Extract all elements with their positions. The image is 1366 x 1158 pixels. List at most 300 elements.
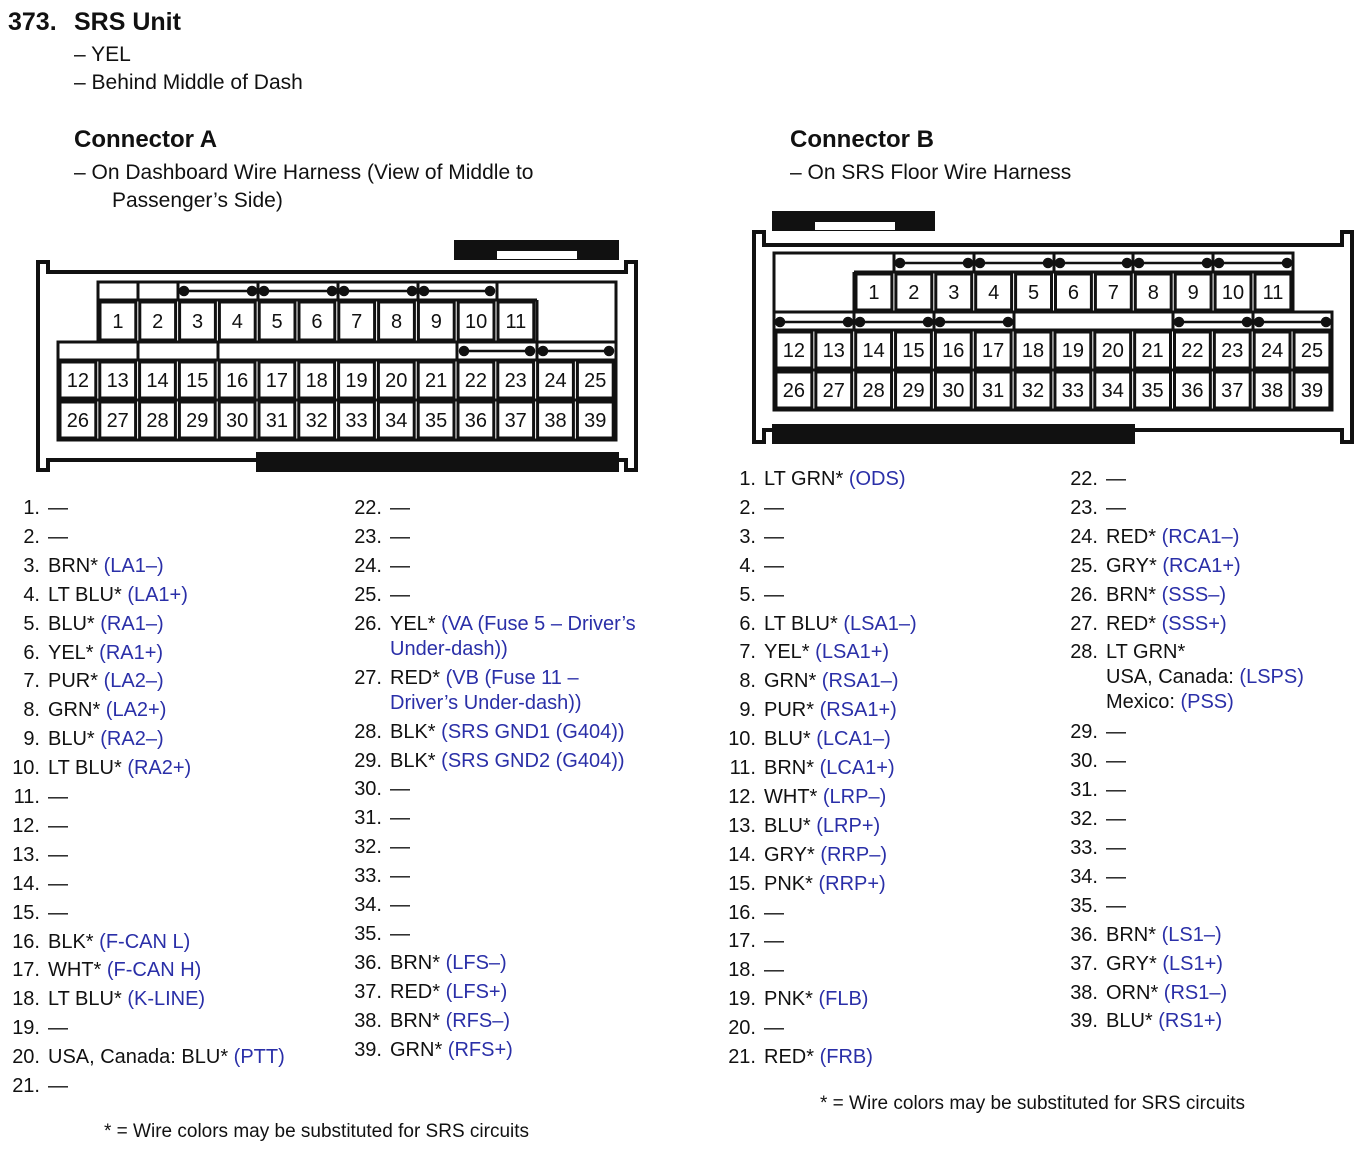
pin-number: 25. — [1070, 554, 1098, 577]
connector-b-pin-26 — [776, 372, 812, 408]
wire-color: YEL* — [390, 612, 436, 635]
wire-color: — — [390, 807, 410, 830]
wire-color: — — [764, 901, 784, 924]
pin-description — [1106, 776, 1126, 805]
connector-b-pin-12 — [776, 332, 812, 368]
pin-number: 36. — [1070, 923, 1098, 946]
pin-number: 9. — [23, 728, 40, 751]
pin-number: 5. — [739, 583, 756, 606]
pin-number: 29. — [354, 749, 382, 772]
connector-b-pin-29 — [896, 372, 932, 408]
pin-description — [764, 610, 917, 639]
wire-color: — — [48, 814, 68, 837]
connector-b-pin-20 — [1095, 332, 1131, 368]
wire-color: BLU* — [48, 728, 95, 751]
connector-b-pin-14 — [856, 332, 892, 368]
circuit-name: (LS1+) — [1162, 952, 1223, 975]
pin-number: 34. — [1070, 865, 1098, 888]
circuit-name: (RS1+) — [1158, 1010, 1223, 1033]
wire-color: — — [1106, 865, 1126, 888]
svg-text:39: 39 — [584, 410, 607, 432]
wire-color: LT BLU* — [48, 583, 122, 606]
pin-description — [764, 1043, 873, 1072]
pin-number: 4. — [23, 583, 40, 606]
connector-b-pin-16 — [935, 332, 971, 368]
pin-number: 35. — [354, 922, 382, 945]
wire-color: — — [390, 583, 410, 606]
pin-number: 31. — [354, 807, 382, 830]
circuit-name: (FRB) — [819, 1046, 873, 1068]
svg-text:8: 8 — [390, 311, 403, 333]
pin-number: 6. — [739, 612, 756, 635]
wire-color: — — [48, 497, 68, 519]
pin-number: 2. — [739, 496, 756, 519]
wire-color: PUR* — [48, 670, 99, 693]
pin-number: 38. — [354, 1009, 382, 1032]
connector-b-jumper-top-4 — [1135, 259, 1211, 267]
svg-text:5: 5 — [1027, 282, 1040, 304]
pin-number: 24. — [1070, 525, 1098, 548]
svg-text:29: 29 — [186, 410, 209, 432]
svg-text:24: 24 — [1261, 340, 1284, 362]
connector-a-footnote: * = Wire colors may be substituted for SRS circuits — [104, 1121, 530, 1142]
connector-b-pin-11 — [1255, 274, 1291, 310]
svg-text:4: 4 — [988, 282, 1000, 304]
connector-b-pin-31 — [975, 372, 1011, 408]
svg-text:21: 21 — [424, 370, 448, 392]
pin-description — [1106, 523, 1239, 552]
wire-color: — — [764, 1017, 784, 1040]
pin-description — [48, 1072, 68, 1101]
pin-description — [764, 465, 906, 494]
pin-description — [48, 985, 205, 1014]
circuit-name: (LSPS) — [1239, 666, 1304, 689]
pin-description — [48, 1014, 68, 1043]
connector-b-pin-5 — [1016, 274, 1052, 310]
svg-text:6: 6 — [1067, 282, 1080, 304]
circuit-name: (PSS) — [1180, 691, 1234, 714]
pin-number: 33. — [1070, 837, 1098, 859]
svg-text:28: 28 — [146, 410, 169, 432]
pin-description — [764, 725, 891, 754]
pin-number: 25. — [354, 583, 382, 606]
wire-color: RED* — [1106, 525, 1157, 548]
circuit-name: (LS1–) — [1161, 923, 1222, 946]
pin-number: 34. — [354, 894, 382, 916]
pin-description — [1106, 979, 1227, 1008]
svg-text:18: 18 — [305, 370, 328, 392]
pin-description — [1106, 1007, 1222, 1036]
pin-number: 30. — [1070, 750, 1098, 773]
pin-number: 23. — [354, 525, 382, 548]
wire-color: — — [48, 1075, 68, 1097]
pin-number: 19. — [12, 1017, 40, 1040]
connector-b-jumper-mid-2 — [856, 318, 932, 326]
svg-text:4: 4 — [231, 311, 243, 333]
pin-description — [390, 775, 410, 804]
pin-description — [764, 870, 886, 899]
svg-text:9: 9 — [1187, 282, 1199, 304]
pin-number: 7. — [23, 670, 40, 693]
pin-number: 19. — [728, 988, 756, 1011]
pin-number: 9. — [739, 699, 756, 722]
pin-description — [1106, 863, 1126, 892]
pin-number: 36. — [354, 951, 382, 974]
pin-number: 11. — [729, 757, 756, 779]
circuit-name: (FLB) — [818, 988, 869, 1011]
pin-number: 2. — [23, 525, 40, 548]
connector-b-pin-4 — [976, 274, 1012, 310]
svg-text:34: 34 — [1101, 380, 1124, 402]
circuit-name: (LRP+) — [816, 814, 881, 837]
connector-b-pin-1 — [856, 274, 892, 310]
connector-b-pin-22 — [1175, 332, 1211, 368]
pin-number: 14. — [12, 872, 40, 895]
pin-number: 21. — [12, 1075, 40, 1097]
connector-a-location-line1: – On Dashboard Wire Harness (View of Middle to — [74, 161, 534, 184]
connector-b-jumper-top-1 — [896, 259, 972, 267]
connector-b-pin-36 — [1175, 372, 1211, 408]
pin-description — [764, 956, 784, 985]
wire-color: BLU* — [48, 612, 95, 635]
wire-color: — — [1106, 468, 1126, 490]
pin-description — [764, 985, 868, 1014]
wire-color: LT GRN* — [1106, 641, 1186, 664]
component-number: 373. — [8, 8, 57, 36]
wire-color: — — [48, 843, 68, 866]
svg-text:31: 31 — [982, 380, 1005, 402]
circuit-name: (LA1+) — [127, 583, 188, 606]
svg-text:12: 12 — [66, 370, 90, 392]
circuit-name: (LFS+) — [445, 980, 508, 1003]
pin-description — [390, 862, 410, 891]
connector-b-pin-24 — [1254, 332, 1290, 368]
svg-text:30: 30 — [942, 380, 965, 402]
connector-b-pin-23 — [1214, 332, 1250, 368]
svg-text:35: 35 — [1141, 380, 1164, 402]
pin-number: 16. — [728, 901, 756, 924]
pin-number: 39. — [1070, 1010, 1098, 1033]
circuit-name: (LA2+) — [105, 699, 167, 722]
pin-description — [1106, 834, 1126, 863]
svg-text:33: 33 — [1061, 380, 1084, 402]
circuit-name-continued: Driver’s Under-dash)) — [390, 691, 582, 714]
pin-description — [390, 833, 410, 862]
circuit-name: (SRS GND2 (G404)) — [441, 749, 625, 772]
pin-number: 18. — [728, 959, 756, 982]
svg-text:24: 24 — [544, 370, 567, 392]
wire-color: — — [764, 554, 784, 577]
svg-text:11: 11 — [1262, 282, 1284, 304]
pin-description — [48, 956, 201, 985]
pin-description — [764, 1014, 784, 1043]
pin-description — [48, 725, 164, 754]
connector-b-pin-35 — [1135, 372, 1171, 408]
pin-description — [764, 927, 784, 956]
connector-b-location: – On SRS Floor Wire Harness — [790, 161, 1072, 184]
pin-number: 29. — [1070, 721, 1098, 744]
svg-text:35: 35 — [424, 410, 448, 432]
wire-color: — — [390, 525, 410, 548]
wire-color: — — [1106, 779, 1126, 802]
circuit-name: (RA2+) — [127, 757, 192, 780]
circuit-name: (SSS–) — [1161, 583, 1227, 606]
circuit-name: (LRP–) — [822, 785, 887, 808]
circuit-name: (RFS–) — [445, 1009, 511, 1032]
svg-text:27: 27 — [822, 380, 845, 402]
pin-description — [764, 552, 784, 581]
pin-description — [764, 494, 784, 523]
pin-description — [1106, 950, 1223, 979]
wire-color: BRN* — [1106, 583, 1157, 606]
circuit-name: (RSA1+) — [819, 699, 897, 722]
connector-b-jumper-mid-1 — [776, 318, 852, 326]
pin-number: 8. — [739, 670, 756, 693]
pin-description — [390, 891, 410, 920]
market-label: Mexico: — [1106, 691, 1175, 714]
location-line: – Behind Middle of Dash — [74, 71, 303, 94]
pin-description — [48, 841, 68, 870]
svg-text:13: 13 — [822, 340, 845, 362]
wire-color: LT BLU* — [48, 988, 122, 1011]
pin-description — [1106, 718, 1126, 747]
wire-color: — — [390, 778, 410, 801]
wire-color: — — [764, 583, 784, 606]
pin-number: 20. — [728, 1017, 756, 1040]
pin-description — [390, 949, 507, 978]
svg-text:18: 18 — [1021, 340, 1045, 362]
pin-description — [390, 978, 507, 1007]
svg-text:7: 7 — [1107, 282, 1119, 304]
pin-description — [1106, 494, 1126, 523]
pin-description — [390, 1036, 513, 1065]
svg-text:5: 5 — [271, 311, 283, 333]
pin-number: 28. — [354, 720, 382, 743]
svg-text:37: 37 — [504, 410, 527, 432]
connector-b-pin-13 — [816, 332, 852, 368]
circuit-name: (RA2–) — [100, 728, 164, 751]
wire-color: — — [1106, 808, 1126, 831]
circuit-name: (SSS+) — [1161, 612, 1227, 635]
svg-text:28: 28 — [862, 380, 885, 402]
wire-color: — — [1106, 894, 1126, 917]
pin-description — [764, 754, 895, 783]
svg-text:16: 16 — [225, 370, 249, 392]
connector-b-pin28-variant — [1106, 688, 1234, 717]
pin-description — [764, 667, 899, 696]
pin-description — [1106, 465, 1126, 494]
connector-b-pin-28 — [856, 372, 892, 408]
svg-text:14: 14 — [146, 370, 169, 392]
pin-number: 23. — [1070, 496, 1098, 519]
svg-text:36: 36 — [464, 410, 488, 432]
wire-color: GRN* — [764, 670, 817, 693]
wire-color: WHT* — [48, 959, 102, 982]
svg-text:3: 3 — [191, 311, 204, 333]
pin-number: 12. — [12, 814, 40, 837]
wire-color: — — [390, 497, 410, 519]
connector-b-pin-33 — [1055, 372, 1091, 408]
wire-color: — — [390, 554, 410, 577]
wire-color: — — [1106, 750, 1126, 773]
connector-b-jumper-mid-5 — [1255, 318, 1330, 326]
svg-text:11: 11 — [505, 311, 527, 333]
pin-description — [48, 899, 68, 928]
pin-number: 1. — [739, 468, 756, 490]
pin-number: 17. — [728, 930, 756, 953]
wire-color: — — [764, 525, 784, 548]
circuit-name: (RFS+) — [447, 1038, 513, 1061]
pin-number: 13. — [12, 843, 40, 866]
circuit-name: (SRS GND1 (G404)) — [441, 720, 625, 743]
connector-b-pin-34 — [1095, 372, 1131, 408]
circuit-name: (RA1+) — [99, 641, 164, 664]
pin-number: 35. — [1070, 894, 1098, 917]
pin-description — [764, 783, 886, 812]
svg-text:1: 1 — [112, 311, 124, 333]
pin-number: 5. — [23, 612, 40, 635]
market-label: USA, Canada: — [1106, 666, 1234, 689]
svg-text:10: 10 — [1221, 282, 1245, 304]
pin-number: 4. — [739, 554, 756, 577]
pin-description — [390, 581, 410, 610]
svg-text:1: 1 — [868, 282, 880, 304]
svg-text:12: 12 — [782, 340, 806, 362]
circuit-name: (RCA1–) — [1161, 525, 1240, 548]
svg-text:10: 10 — [464, 311, 488, 333]
circuit-name: (RCA1+) — [1162, 554, 1241, 577]
wire-color: BRN* — [390, 1009, 441, 1032]
pin-description — [1106, 805, 1126, 834]
wire-color: PNK* — [764, 988, 813, 1011]
svg-text:25: 25 — [1300, 340, 1324, 362]
wire-color: PUR* — [764, 699, 815, 722]
circuit-name-continued: Under-dash)) — [390, 637, 508, 660]
svg-text:36: 36 — [1181, 380, 1204, 402]
pin-number: 30. — [354, 778, 382, 801]
pin-description — [48, 783, 68, 812]
connector-b-pin-21 — [1135, 332, 1171, 368]
wire-color: BLK* — [390, 720, 436, 743]
connector-b-jumper-mid-4 — [1175, 318, 1251, 326]
pin-number: 26. — [1070, 583, 1098, 606]
pin-description — [48, 696, 166, 725]
wire-color: BLK* — [390, 749, 436, 772]
connector-b-pin-25 — [1294, 332, 1330, 368]
circuit-name: (LA1–) — [103, 554, 164, 577]
svg-text:17: 17 — [982, 340, 1005, 362]
connector-b-jumper-mid-3 — [936, 318, 1012, 326]
circuit-name: (LCA1+) — [819, 757, 895, 779]
circuit-name: (RS1–) — [1163, 981, 1228, 1004]
svg-text:15: 15 — [902, 340, 925, 362]
wire-color: — — [1106, 721, 1126, 744]
circuit-name: (F-CAN H) — [106, 959, 202, 982]
connector-b-jumper-top-3 — [1056, 259, 1131, 267]
pin-number: 12. — [728, 785, 756, 808]
pin-description — [390, 920, 410, 949]
pin-description — [764, 523, 784, 552]
pin-number: 1. — [23, 497, 40, 519]
connector-b-pin-3 — [936, 274, 972, 310]
svg-text:13: 13 — [106, 370, 129, 392]
pin-description — [764, 841, 887, 870]
connector-b-pin-15 — [896, 332, 932, 368]
svg-text:20: 20 — [385, 370, 408, 392]
pin-description — [48, 639, 163, 668]
wire-color: LT BLU* — [48, 757, 122, 780]
wire-color: BRN* — [1106, 923, 1157, 946]
pin-number: 15. — [12, 901, 40, 924]
svg-text:39: 39 — [1300, 380, 1324, 402]
pin-number: 32. — [1070, 808, 1098, 831]
wire-color: — — [48, 525, 68, 548]
wire-color: BLU* — [764, 728, 811, 751]
wire-color: ORN* — [1106, 981, 1159, 1004]
wire-color: BRN* — [48, 554, 99, 577]
connector-b-pin-10 — [1215, 274, 1251, 310]
wire-color: RED* — [764, 1046, 815, 1068]
svg-text:29: 29 — [902, 380, 925, 402]
pin-description — [48, 667, 164, 696]
svg-text:3: 3 — [948, 282, 960, 304]
pin-number: 13. — [728, 814, 756, 837]
connector-b-pin-30 — [935, 372, 971, 408]
wire-color-line: – YEL — [74, 43, 131, 66]
pin-number: 31. — [1070, 779, 1098, 802]
wire-color: BLK* — [48, 930, 94, 953]
wire-color: — — [764, 959, 784, 982]
pin-number: 7. — [739, 641, 756, 664]
wire-color: — — [390, 836, 410, 859]
svg-text:21: 21 — [1141, 340, 1164, 362]
wire-color: — — [764, 930, 784, 953]
pin-description — [48, 552, 164, 581]
wire-color: LT GRN* — [764, 468, 844, 490]
pin-description — [48, 754, 191, 783]
connector-b-diagram — [0, 0, 1366, 480]
pin-description — [48, 581, 188, 610]
connector-b-pin-38 — [1254, 372, 1290, 408]
pin-number: 10. — [12, 757, 40, 780]
pin-number: 11. — [13, 786, 40, 808]
pin-number: 39. — [354, 1038, 382, 1061]
pin-description — [390, 494, 410, 523]
svg-text:23: 23 — [504, 370, 527, 392]
pin-number: 37. — [354, 980, 382, 1003]
wire-color: GRY* — [764, 843, 815, 866]
svg-text:33: 33 — [345, 410, 368, 432]
wire-color: PNK* — [764, 872, 813, 895]
wire-color: — — [390, 922, 410, 945]
pin-description — [764, 581, 784, 610]
wire-color: YEL* — [764, 641, 810, 664]
wire-color: — — [390, 894, 410, 916]
pin-number: 27. — [1070, 612, 1098, 635]
pin-description — [1106, 747, 1126, 776]
wire-color: — — [48, 901, 68, 924]
connector-b-jumper-top-5 — [1215, 259, 1291, 267]
wire-color: — — [1106, 496, 1126, 519]
svg-text:38: 38 — [1261, 380, 1284, 402]
pin-number: 21. — [728, 1046, 756, 1068]
svg-text:27: 27 — [106, 410, 129, 432]
svg-text:22: 22 — [1181, 340, 1204, 362]
pin-description — [48, 523, 68, 552]
wire-color: GRY* — [1106, 554, 1157, 577]
wire-color: BRN* — [390, 951, 441, 974]
wire-color: — — [1106, 837, 1126, 859]
